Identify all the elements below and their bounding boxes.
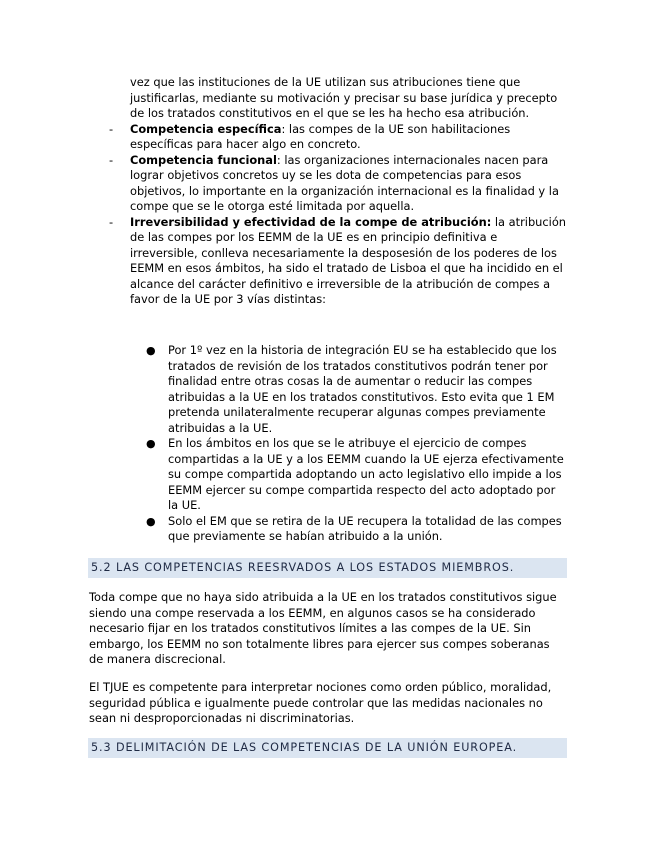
competence-list (107, 75, 567, 308)
list-item (143, 343, 569, 436)
dash-marker: - (109, 152, 114, 167)
bullet-icon: ● (146, 514, 156, 528)
bullet-text: Por 1º vez en la historia de integración EU se ha establecido que los tratados de revisión de los tratados constitutivos podrán tener por finalidad entre otras cosas la de aumentar o reducir las compes atribuidas a la UE en los tratados constitutivos. Esto evita que 1 EM pretenda unilateralmente recuperar algunas compes previamente atribuidas a la UE. (168, 343, 557, 435)
bullet-list (143, 343, 569, 545)
list-item (143, 436, 569, 514)
section-heading-5-2: 5.2 LAS COMPETENCIAS REESRVADOS A LOS ESTADOS MIEMBROS. (88, 558, 567, 578)
item-term: Competencia funcional (130, 152, 277, 167)
bullet-text: Solo el EM que se retira de la UE recupera la totalidad de las compes que previamente se habían atribuido a la unión. (168, 513, 562, 543)
item-term: Irreversibilidad y efectividad de la compe de atribución: (130, 214, 492, 229)
item-text: : las compes de la UE son habilitaciones específicas para hacer algo en concreto. (130, 121, 511, 151)
paragraph: El TJUE es competente para interpretar nociones como orden público, moralidad, seguridad pública e igualmente puede controlar que las medidas nacionales no sean ni desproporcionadas ni discriminatorias. (89, 680, 552, 725)
bullet-icon: ● (146, 437, 156, 450)
list-item (107, 215, 567, 308)
dash-marker: - (109, 121, 114, 136)
bullet-text: En los ámbitos en los que se le atribuye el ejercicio de compes compartidas a la UE y a los EEMM cuando la UE ejerza efectivamente su compe compartida adoptando un acto legislativo ello impide a los EEMM ejercer su compe compartida respecto del acto adoptado por la UE. (168, 436, 564, 512)
intro-continuation: vez que las instituciones de la UE utilizan sus atribuciones tiene que justificarlas, mediante su motivación y precisar su base jurídica y precepto de los tratados constitutivos en el que se les ha hecho esa atribución. (130, 75, 558, 120)
section-heading-5-3: 5.3 DELIMITACIÓN DE LAS COMPETENCIAS DE LA UNIÓN EUROPEA. (88, 738, 567, 758)
dash-marker: - (109, 214, 114, 229)
list-item (143, 514, 569, 545)
list-item (107, 122, 567, 153)
item-text: la atribución de las compes por los EEMM de la UE es en principio definitiva e irreversible, conlleva necesariamente la desposesión de los poderes de los EEMM en esos ámbitos, ha sido el tratado de Lisboa el que ha incidido en el alcance del carácter definitivo e irreversible de la atribución de compes a favor de la UE por 3 vías distintas: (130, 214, 567, 306)
item-term: Competencia específica (130, 121, 282, 136)
item-text: : las organizaciones internacionales nacen para lograr objetivos concretos uy se les dota de competencias para esos objetivos, lo importante en la organización internacional es la finalidad y la compe que se le otorga esté limitada por aquella. (130, 152, 559, 213)
paragraph: Toda compe que no haya sido atribuida a la UE en los tratados constitutivos sigue siendo una compe reservada a los EEMM, en algunos casos se ha considerado necesario fijar en los tratados constitutivos límites a las compes de la UE. Sin embargo, los EEMM no son totalmente libres para ejercer sus compes soberanas de manera discrecional. (89, 590, 557, 666)
bullet-icon: ● (146, 344, 156, 357)
list-item (107, 153, 567, 215)
